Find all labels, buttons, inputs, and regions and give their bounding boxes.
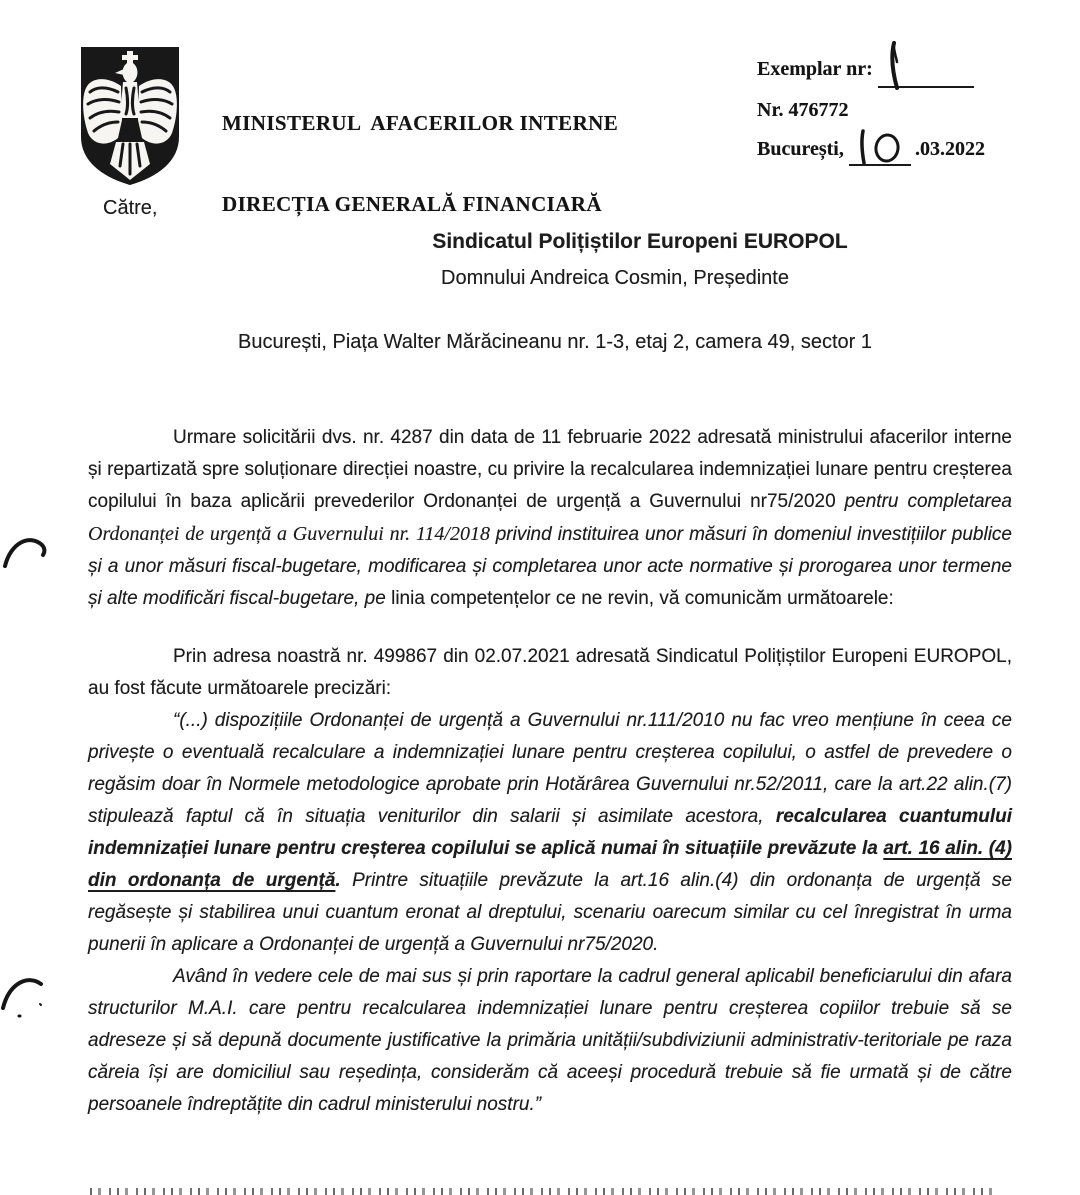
handwritten-margin-mark xyxy=(2,532,50,583)
body-paragraph-1 xyxy=(88,422,1012,615)
text-segment: Urmare solicitării dvs. nr. 4287 din data de 11 februarie 2022 adresată ministrului afacerilor interne și repartizată spre soluționare direcției noastre, cu privire la recalcularea indemnizației lunare pentru creșterea copilului în baza aplicării prevederilor Ordonanței de urgență a Guvernului nr75/2020 xyxy=(88,427,1012,512)
text-segment-bold-italic: . xyxy=(335,870,353,891)
ministry-name: MINISTERUL AFACERILOR INTERNE xyxy=(222,111,619,135)
handwritten-date-day xyxy=(851,124,911,173)
coat-of-arms-icon xyxy=(74,40,186,190)
city-label: București, xyxy=(757,138,844,160)
recipient-address: București, Piața Walter Mărăcineanu nr. 1-3, etaj 2, camera 49, sector 1 xyxy=(238,331,873,353)
directorate-name: DIRECȚIA GENERALĂ FINANCIARĂ xyxy=(222,192,602,216)
text-segment-law-title: Ordonanței de urgență a Guvernului nr. 114/2018 xyxy=(88,523,496,545)
text-segment: linia competențelor ce ne revin, vă comunicăm următoarele: xyxy=(391,588,894,609)
date-suffix: .03.2022 xyxy=(915,138,985,160)
text-segment-bold-italic: recalcularea cuantumului indemnizației lunare pentru creșterea copilului se aplică numai în situațiile prevăzute la xyxy=(88,806,1012,859)
text-segment-underlined: art. 16 alin. (4) din ordonanța de urgență xyxy=(88,838,1012,891)
body-paragraph-3-quote xyxy=(88,705,1012,961)
text-segment-italic: privind instituirea unor măsuri în domeniul investițiilor publice și a unor măsuri fiscal-bugetare, modificarea și completarea unor acte normative și prorogarea unor termene și alte modificări fiscal-bugetare, pe xyxy=(88,524,1012,609)
text-segment: Prin adresa noastră nr. 499867 din 02.07.2021 adresată Sindicatul Polițiștilor Europeni EUROPOL, au fost făcute următoarele precizări: xyxy=(88,646,1012,699)
recipient-organization: Sindicatul Polițiștilor Europeni EUROPOL xyxy=(432,230,848,253)
salutation: Către, xyxy=(103,197,158,219)
text-segment-italic: Printre situațiile prevăzute la art.16 alin.(4) din ordonanța de urgență se regăsește și stabilirea unui cuantum eronat al dreptului, scenariu oarecum similar cu cel înregistrat în urma punerii în aplicare a Ordonanței de urgență a Guvernului nr75/2020. xyxy=(88,870,1012,955)
handwritten-exemplar-number xyxy=(884,40,904,97)
handwritten-margin-mark xyxy=(0,968,48,1025)
recipient-attention: Domnului Andreica Cosmin, Președinte xyxy=(441,267,789,289)
text-segment-italic: “(...) dispozițiile Ordonanței de urgență a Guvernului nr.111/2010 nu fac vreo mențiune în ceea ce privește o eventuală recalculare a indemnizației lunare pentru creșterea copilului, o astfel de prevedere o regăsim doar în Normele metodologice aprobate prin Hotărârea Guvernului nr.52/2011, care la art.22 alin.(7) stipulează faptul că în situația veniturilor din salarii și asimilate acestora, xyxy=(88,710,1012,827)
registration-number: Nr. 476772 xyxy=(757,99,849,121)
text-segment-italic: Având în vedere cele de mai sus și prin raportare la cadrul general aplicabil beneficiarului din afara structurilor M.A.I. care pentru recalcularea indemnizației lunare pentru creșterea copiilor trebuie să se adreseze și să depună documente justificative la primăria unității/subdiviziunii administrativ-teritoriale pe raza căreia își are domiciliul sau reședința, considerăm că aceeși procedură trebuie să fie urmată și de către persoanele îndreptățite din cadrul ministerului nostru.” xyxy=(88,966,1012,1115)
text-segment-italic: pentru completarea xyxy=(844,491,1012,512)
body-paragraph-4 xyxy=(88,961,1012,1121)
letter-body xyxy=(88,422,1012,1121)
body-paragraph-2 xyxy=(88,641,1012,705)
clipped-text-line xyxy=(90,1188,996,1195)
exemplar-label: Exemplar nr: xyxy=(757,58,873,80)
romanian-eagle-emblem xyxy=(74,40,186,190)
